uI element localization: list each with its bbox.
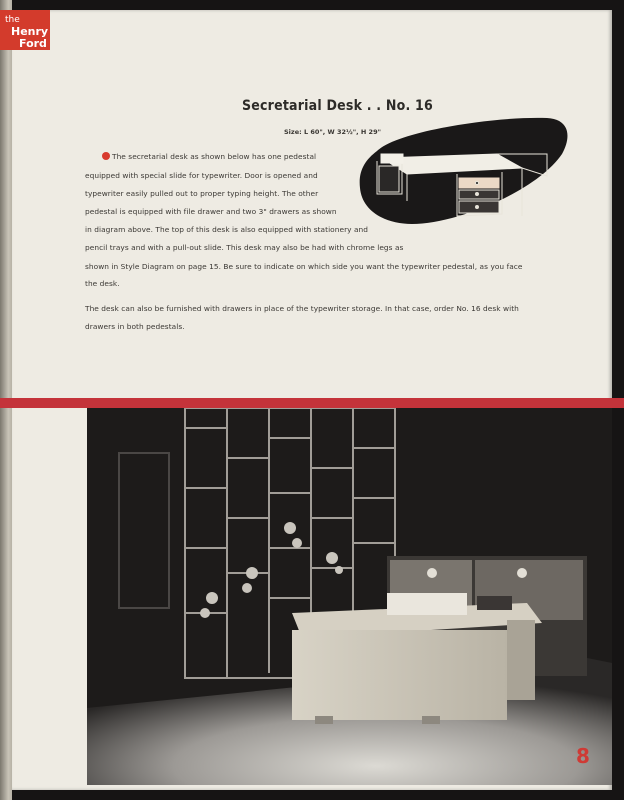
body-line: pencil trays and with a pull-out slide. This desk may also be had with chrome legs as [85, 243, 404, 252]
red-bullet-icon [102, 152, 110, 160]
page-number: 8 [576, 744, 590, 768]
body-line: drawers in both pedestals. [85, 322, 185, 331]
desk-photograph [87, 408, 612, 785]
body-line: pedestal is equipped with file drawer and two 3" drawers as shown [85, 207, 337, 216]
henry-ford-logo: the Henry Ford [0, 10, 50, 50]
desk-size-spec: Size: L 60", W 32½", H 29" [284, 128, 381, 136]
body-line: shown in Style Diagram on page 15. Be sure to indicate on which side you want the typewriter pedestal, as you face [85, 262, 523, 271]
body-line: The secretarial desk as shown below has one pedestal [102, 152, 316, 161]
body-line: equipped with special slide for typewriter. Door is opened and [85, 171, 318, 180]
desk-diagram [357, 116, 572, 226]
body-line: in diagram above. The top of this desk is also equipped with stationery and [85, 225, 369, 234]
page-title: Secretarial Desk . . No. 16 [242, 98, 433, 114]
body-line: the desk. [85, 279, 120, 288]
red-divider-band [0, 398, 624, 408]
body-line: The desk can also be furnished with drawers in place of the typewriter storage. In that case, order No. 16 desk with [85, 304, 519, 313]
body-line: typewriter easily pulled out to proper typing height. The other [85, 189, 319, 198]
room-scene [87, 408, 612, 785]
